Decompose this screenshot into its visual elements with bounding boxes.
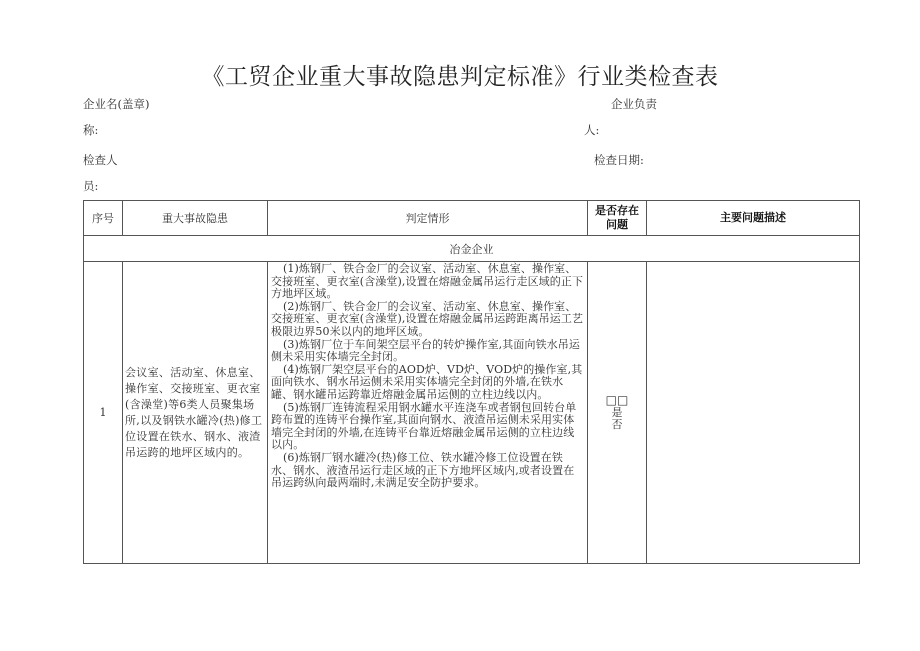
company-head-label-cont: 人: bbox=[584, 123, 600, 137]
check-no-label: 否 bbox=[611, 418, 623, 431]
inspector-label: 检查人 bbox=[83, 153, 118, 167]
yes-no-checkboxes[interactable]: □□ bbox=[605, 393, 629, 407]
page-title: 《工贸企业重大事故隐患判定标准》行业类检查表 bbox=[201, 64, 719, 90]
section-row bbox=[84, 236, 860, 262]
company-name-label: 企业名(盖章) bbox=[83, 97, 150, 111]
row-description[interactable] bbox=[647, 262, 860, 564]
criteria-item: (2)炼钢厂、铁合金厂的会议室、活动室、休息室、操作室、交接班室、更衣室(含澡堂),设置在熔融金属吊运跨距离吊运工艺极限边界50米以内的地坪区域。 bbox=[271, 299, 584, 338]
company-head-label: 企业负责 bbox=[611, 97, 657, 111]
check-yes-label: 是 bbox=[611, 406, 623, 419]
header-exists-line-1: 是否存在 bbox=[595, 204, 639, 217]
table-row bbox=[84, 262, 860, 564]
inspection-table bbox=[83, 200, 860, 564]
company-name-label-cont: 称: bbox=[83, 123, 99, 137]
row-hazard: 会议室、活动室、休息室、操作室、交接班室、更衣室(含澡堂)等6类人员聚集场所,以及钢铁水罐冷(热)修工位设置在铁水、钢水、液渣吊运跨的地坪区域内的。 bbox=[123, 262, 268, 564]
section-title: 冶金企业 bbox=[84, 236, 860, 262]
inspection-date-label: 检查日期: bbox=[594, 153, 644, 167]
header-description: 主要问题描述 bbox=[647, 201, 860, 236]
row-exists-check[interactable] bbox=[588, 262, 647, 564]
row-seq: 1 bbox=[84, 262, 123, 564]
row-criteria bbox=[268, 262, 588, 564]
header-exists-line-2: 问题 bbox=[606, 218, 628, 231]
header-hazard: 重大事故隐患 bbox=[123, 201, 268, 236]
criteria-item: (6)炼钢厂钢水罐冷(热)修工位、铁水罐冷修工位设置在铁水、钢水、液渣吊运行走区域的正下方地坪区域内,或者设置在吊运跨纵向最两端时,未满足安全防护要求。 bbox=[271, 450, 575, 490]
header-exists bbox=[588, 201, 647, 236]
header-seq: 序号 bbox=[84, 201, 123, 236]
criteria-item: (5)炼钢厂连铸流程采用钢水罐水平连浇车或者钢包回转台单跨布置的连铸平台操作室,其面向钢水、液渣吊运侧未采用实体墙完全封闭的外墙,在连铸平台靠近熔融金属吊运侧的立柱边线以内。 bbox=[271, 400, 577, 452]
header-criteria: 判定情形 bbox=[268, 201, 588, 236]
table-header-row bbox=[84, 201, 860, 236]
inspector-label-cont: 员: bbox=[83, 179, 99, 193]
criteria-item: (1)炼钢厂、铁合金厂的会议室、活动室、休息室、操作室、交接班室、更衣室(含澡堂),设置在熔融金属吊运行走区域的正下方地坪区域。 bbox=[271, 262, 584, 301]
criteria-item: (4)炼钢厂架空层平台的AOD炉、VD炉、VOD炉的操作室,其面向铁水、钢水吊运侧未采用实体墙完全封闭的外墙,在铁水罐、钢水罐吊运跨靠近熔融金属吊运侧的立柱边线以内。 bbox=[271, 362, 583, 401]
criteria-item: (3)炼钢厂位于车间架空层平台的转炉操作室,其面向铁水吊运侧未采用实体墙完全封闭。 bbox=[271, 337, 580, 364]
